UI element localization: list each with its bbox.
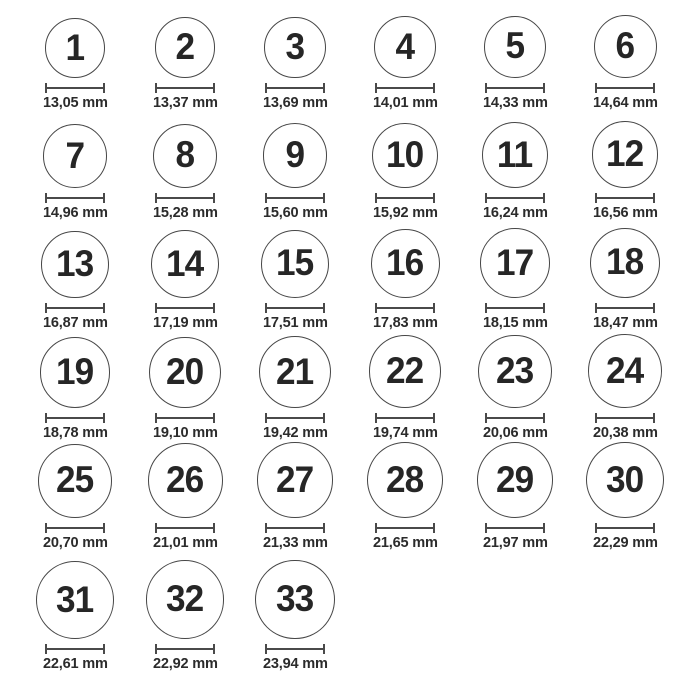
dimension-right-tick — [213, 413, 215, 423]
ring-size-item — [130, 332, 240, 442]
ring-size-item — [570, 222, 680, 332]
ring-size-item — [350, 2, 460, 112]
ring-size-item — [460, 442, 570, 552]
ring-size-number: 31 — [56, 578, 94, 620]
diameter-label: 15,60 mm — [262, 204, 328, 221]
ring-size-item — [240, 442, 350, 552]
dimension-right-tick — [213, 644, 215, 654]
ring-circle — [149, 337, 220, 408]
ring-size-item — [130, 112, 240, 222]
ring-size-item — [350, 112, 460, 222]
dimension-right-tick — [103, 83, 105, 93]
diameter-label: 13,69 mm — [262, 94, 328, 111]
dimension-right-tick — [433, 193, 435, 203]
dimension-right-tick — [433, 523, 435, 533]
diameter-label: 15,92 mm — [372, 204, 438, 221]
dimension-line — [155, 527, 215, 529]
diameter-dimension-line — [375, 523, 435, 533]
ring-size-number: 2 — [175, 26, 195, 68]
diameter-dimension-line — [595, 413, 655, 423]
ring-size-item — [130, 222, 240, 332]
dimension-right-tick — [323, 644, 325, 654]
ring-circle — [255, 560, 334, 639]
diameter-dimension-line — [45, 193, 105, 203]
dimension-right-tick — [323, 193, 325, 203]
dimension-line — [375, 307, 435, 309]
ring-circle — [590, 228, 660, 298]
ring-size-item — [240, 112, 350, 222]
diameter-label: 18,78 mm — [42, 424, 108, 441]
ring-size-number: 7 — [65, 134, 85, 176]
diameter-label: 18,47 mm — [592, 314, 658, 331]
ring-circle — [43, 124, 107, 188]
diameter-dimension-line — [45, 83, 105, 93]
ring-circle — [586, 442, 663, 518]
diameter-dimension-line — [265, 523, 325, 533]
dimension-right-tick — [323, 303, 325, 313]
ring-size-number: 1 — [65, 26, 85, 68]
dimension-line — [265, 197, 325, 199]
ring-circle — [367, 442, 443, 518]
dimension-right-tick — [213, 303, 215, 313]
ring-size-number: 25 — [56, 459, 94, 501]
ring-size-item — [460, 222, 570, 332]
ring-circle — [155, 17, 216, 78]
diameter-label: 17,51 mm — [262, 314, 328, 331]
diameter-label: 21,33 mm — [262, 534, 328, 551]
ring-size-number: 8 — [175, 134, 195, 176]
diameter-dimension-line — [155, 303, 215, 313]
diameter-dimension-line — [595, 523, 655, 533]
ring-circle — [480, 228, 550, 298]
diameter-label: 18,15 mm — [482, 314, 548, 331]
ring-size-number: 28 — [386, 458, 424, 500]
ring-size-item — [570, 2, 680, 112]
dimension-right-tick — [433, 83, 435, 93]
ring-size-number: 13 — [56, 242, 94, 284]
dimension-line — [265, 648, 325, 650]
dimension-right-tick — [653, 413, 655, 423]
dimension-line — [595, 307, 655, 309]
ring-size-item — [350, 332, 460, 442]
diameter-dimension-line — [375, 193, 435, 203]
diameter-label: 14,96 mm — [42, 204, 108, 221]
ring-size-item — [570, 332, 680, 442]
dimension-right-tick — [103, 413, 105, 423]
ring-size-item — [20, 112, 130, 222]
dimension-right-tick — [103, 523, 105, 533]
dimension-line — [375, 197, 435, 199]
diameter-dimension-line — [155, 83, 215, 93]
dimension-line — [45, 87, 105, 89]
diameter-dimension-line — [265, 303, 325, 313]
dimension-right-tick — [213, 523, 215, 533]
dimension-line — [45, 417, 105, 419]
ring-size-number: 29 — [496, 458, 534, 500]
ring-size-number: 11 — [497, 133, 533, 175]
dimension-right-tick — [543, 523, 545, 533]
dimension-line — [375, 87, 435, 89]
dimension-line — [375, 527, 435, 529]
diameter-dimension-line — [485, 83, 545, 93]
ring-size-item — [130, 442, 240, 552]
diameter-label: 17,83 mm — [372, 314, 438, 331]
dimension-right-tick — [433, 413, 435, 423]
ring-size-number: 33 — [276, 577, 314, 619]
ring-circle — [38, 444, 112, 518]
ring-circle — [45, 18, 105, 78]
dimension-line — [485, 87, 545, 89]
diameter-label: 16,56 mm — [592, 204, 658, 221]
diameter-label: 13,37 mm — [152, 94, 218, 111]
diameter-label: 14,64 mm — [592, 94, 658, 111]
ring-size-number: 26 — [166, 459, 204, 500]
ring-circle — [148, 443, 223, 518]
ring-size-number: 12 — [606, 133, 644, 175]
dimension-line — [155, 197, 215, 199]
dimension-right-tick — [213, 193, 215, 203]
ring-circle — [477, 442, 554, 518]
dimension-line — [485, 307, 545, 309]
diameter-label: 16,24 mm — [482, 204, 548, 221]
dimension-line — [155, 307, 215, 309]
ring-size-item — [130, 2, 240, 112]
ring-size-number: 17 — [496, 241, 534, 283]
ring-size-number: 22 — [386, 350, 424, 392]
ring-size-number: 27 — [276, 458, 314, 500]
ring-size-item — [240, 222, 350, 332]
dimension-line — [45, 197, 105, 199]
diameter-dimension-line — [155, 644, 215, 654]
diameter-label: 19,10 mm — [152, 424, 218, 441]
diameter-label: 19,42 mm — [262, 424, 328, 441]
ring-circle — [482, 122, 548, 188]
diameter-label: 22,61 mm — [42, 655, 108, 672]
dimension-right-tick — [653, 303, 655, 313]
ring-size-item — [20, 222, 130, 332]
dimension-right-tick — [433, 303, 435, 313]
diameter-label: 20,70 mm — [42, 534, 108, 551]
ring-circle — [594, 15, 657, 78]
ring-circle — [153, 124, 217, 188]
dimension-line — [45, 648, 105, 650]
diameter-dimension-line — [265, 413, 325, 423]
ring-size-number: 9 — [285, 134, 305, 176]
ring-size-number: 10 — [386, 133, 424, 175]
dimension-line — [155, 648, 215, 650]
dimension-line — [45, 527, 105, 529]
dimension-right-tick — [103, 193, 105, 203]
diameter-label: 15,28 mm — [152, 204, 218, 221]
ring-size-item — [240, 2, 350, 112]
ring-size-item — [460, 2, 570, 112]
dimension-line — [45, 307, 105, 309]
ring-size-number: 18 — [606, 241, 644, 283]
dimension-line — [265, 527, 325, 529]
ring-circle — [36, 561, 114, 639]
diameter-label: 20,06 mm — [482, 424, 548, 441]
diameter-label: 16,87 mm — [42, 314, 108, 331]
dimension-right-tick — [653, 523, 655, 533]
ring-size-item — [20, 332, 130, 442]
diameter-dimension-line — [485, 523, 545, 533]
dimension-right-tick — [543, 413, 545, 423]
dimension-right-tick — [323, 523, 325, 533]
ring-size-item — [20, 552, 130, 673]
dimension-right-tick — [543, 83, 545, 93]
dimension-line — [595, 527, 655, 529]
dimension-right-tick — [543, 303, 545, 313]
dimension-line — [375, 417, 435, 419]
diameter-label: 22,92 mm — [152, 655, 218, 672]
diameter-dimension-line — [45, 644, 105, 654]
ring-size-number: 5 — [505, 25, 525, 67]
dimension-right-tick — [323, 83, 325, 93]
ring-circle — [259, 336, 331, 408]
ring-size-item — [130, 552, 240, 673]
diameter-dimension-line — [265, 193, 325, 203]
diameter-dimension-line — [155, 193, 215, 203]
ring-size-item — [20, 2, 130, 112]
ring-size-number: 23 — [496, 349, 534, 391]
ring-size-number: 16 — [386, 242, 424, 283]
ring-circle — [261, 230, 329, 298]
diameter-label: 14,01 mm — [372, 94, 438, 111]
ring-size-item — [460, 112, 570, 222]
ring-size-number: 24 — [606, 349, 644, 391]
diameter-dimension-line — [375, 303, 435, 313]
diameter-label: 21,65 mm — [372, 534, 438, 551]
ring-size-number: 14 — [166, 242, 204, 284]
diameter-label: 14,33 mm — [482, 94, 548, 111]
diameter-label: 21,97 mm — [482, 534, 548, 551]
ring-circle — [372, 123, 437, 188]
dimension-right-tick — [323, 413, 325, 423]
ring-size-number: 21 — [276, 350, 314, 392]
diameter-dimension-line — [45, 303, 105, 313]
diameter-label: 21,01 mm — [152, 534, 218, 551]
ring-circle — [478, 335, 551, 408]
diameter-dimension-line — [265, 83, 325, 93]
dimension-line — [485, 197, 545, 199]
dimension-right-tick — [213, 83, 215, 93]
dimension-line — [595, 87, 655, 89]
diameter-dimension-line — [375, 413, 435, 423]
ring-size-number: 19 — [56, 351, 94, 393]
diameter-dimension-line — [595, 83, 655, 93]
diameter-dimension-line — [595, 193, 655, 203]
diameter-dimension-line — [485, 193, 545, 203]
ring-size-number: 6 — [615, 25, 635, 66]
diameter-label: 23,94 mm — [262, 655, 328, 672]
ring-size-number: 30 — [606, 458, 644, 500]
dimension-line — [265, 87, 325, 89]
ring-circle — [41, 231, 108, 298]
ring-circle — [371, 229, 440, 298]
ring-circle — [264, 17, 325, 78]
ring-size-number: 15 — [276, 242, 314, 284]
dimension-line — [155, 87, 215, 89]
diameter-label: 22,29 mm — [592, 534, 658, 551]
dimension-line — [265, 307, 325, 309]
ring-size-item — [240, 332, 350, 442]
diameter-dimension-line — [375, 83, 435, 93]
ring-circle — [369, 335, 442, 408]
diameter-label: 20,38 mm — [592, 424, 658, 441]
dimension-line — [155, 417, 215, 419]
ring-circle — [263, 123, 328, 188]
dimension-line — [265, 417, 325, 419]
ring-circle — [484, 16, 546, 78]
diameter-dimension-line — [155, 413, 215, 423]
ring-circle — [257, 442, 333, 518]
ring-circle — [374, 16, 436, 78]
ring-circle — [592, 121, 659, 188]
ring-size-number: 20 — [166, 350, 204, 392]
dimension-line — [595, 197, 655, 199]
diameter-dimension-line — [45, 523, 105, 533]
dimension-line — [485, 527, 545, 529]
ring-size-number: 4 — [395, 25, 415, 67]
ring-size-item — [240, 552, 350, 673]
diameter-dimension-line — [265, 644, 325, 654]
ring-circle — [588, 334, 662, 408]
ring-size-item — [350, 442, 460, 552]
diameter-label: 17,19 mm — [152, 314, 218, 331]
ring-size-number: 3 — [285, 25, 305, 67]
ring-size-item — [20, 442, 130, 552]
dimension-right-tick — [103, 644, 105, 654]
dimension-right-tick — [103, 303, 105, 313]
diameter-dimension-line — [485, 413, 545, 423]
diameter-label: 13,05 mm — [42, 94, 108, 111]
ring-size-item — [350, 222, 460, 332]
dimension-right-tick — [653, 193, 655, 203]
dimension-line — [595, 417, 655, 419]
dimension-right-tick — [653, 83, 655, 93]
dimension-right-tick — [543, 193, 545, 203]
ring-circle — [146, 560, 225, 639]
ring-circle — [151, 230, 219, 298]
diameter-dimension-line — [485, 303, 545, 313]
diameter-label: 19,74 mm — [372, 424, 438, 441]
diameter-dimension-line — [45, 413, 105, 423]
diameter-dimension-line — [155, 523, 215, 533]
dimension-line — [485, 417, 545, 419]
ring-size-number: 32 — [166, 578, 204, 620]
diameter-dimension-line — [595, 303, 655, 313]
ring-size-item — [570, 112, 680, 222]
ring-size-item — [570, 442, 680, 552]
ring-size-item — [460, 332, 570, 442]
ring-circle — [40, 337, 111, 408]
